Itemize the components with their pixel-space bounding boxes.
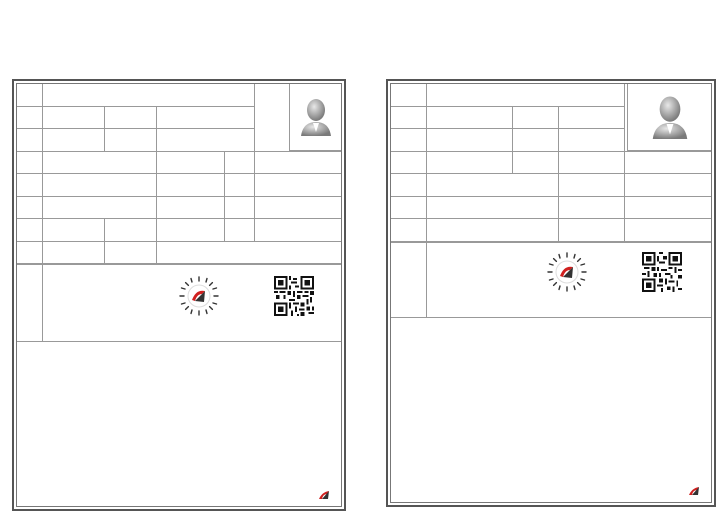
value-form	[43, 219, 105, 242]
blank-cell	[157, 152, 225, 175]
value-birth-date	[157, 129, 255, 152]
blank-cell	[157, 197, 225, 220]
qr-code-icon	[642, 252, 682, 292]
value-graduation-date	[559, 129, 625, 152]
form-frame	[386, 79, 716, 507]
value-name	[427, 84, 625, 107]
value-degree-type	[427, 152, 513, 175]
label-major	[17, 197, 43, 220]
qr-code-box	[613, 242, 711, 317]
value-enroll-date	[157, 219, 225, 242]
value-duration	[255, 219, 341, 242]
label-gender	[17, 107, 43, 130]
label-degree-type	[391, 152, 427, 175]
value-birth-date	[559, 107, 625, 130]
value-ethnicity	[43, 129, 105, 152]
label-enroll-date	[391, 129, 427, 152]
value-major	[427, 197, 559, 220]
verify-code-box	[427, 242, 521, 317]
label-duration	[225, 219, 255, 242]
label-study-form	[559, 197, 625, 220]
value-gender	[427, 107, 513, 130]
label-degree-level	[513, 152, 559, 175]
label-class	[225, 174, 255, 197]
label-id-number	[105, 107, 157, 130]
verify-label	[17, 264, 43, 341]
chsi-logo	[689, 486, 703, 496]
qr-code-box	[247, 264, 341, 341]
label-name	[17, 84, 43, 107]
qr-code-icon	[274, 276, 314, 316]
value-status	[157, 242, 341, 265]
value-id-number	[157, 107, 255, 130]
label-conclusion	[559, 219, 625, 242]
value-school-location	[625, 174, 711, 197]
label-type	[17, 242, 43, 265]
label-form	[17, 219, 43, 242]
notes-section	[17, 348, 341, 353]
value-certificate-number	[427, 219, 559, 242]
photo-box	[627, 84, 711, 151]
blank-cell	[625, 152, 711, 175]
value-department	[43, 174, 157, 197]
chsi-logo-icon	[319, 490, 331, 500]
mini-program-code	[521, 242, 613, 317]
photo-box	[289, 84, 341, 151]
label-school	[17, 152, 43, 175]
label-level	[225, 152, 255, 175]
label-status	[105, 242, 157, 265]
value-level	[255, 152, 341, 175]
value-conclusion	[625, 219, 711, 242]
label-major	[391, 197, 427, 220]
label-graduate-school	[391, 174, 427, 197]
label-birth-date	[513, 107, 559, 130]
report-inner	[16, 83, 342, 507]
label-gender	[391, 107, 427, 130]
value-school	[43, 152, 157, 175]
notes-section	[391, 328, 711, 333]
value-class	[255, 174, 341, 197]
label-ethnicity	[17, 129, 43, 152]
label-school-location	[559, 174, 625, 197]
value-gender	[43, 107, 105, 130]
label-certificate-number	[391, 219, 427, 242]
value-degree-level	[559, 152, 625, 175]
value-graduate-school	[427, 174, 559, 197]
avatar-placeholder-icon	[299, 96, 333, 136]
verify-section	[391, 242, 711, 318]
verify-section	[17, 264, 341, 342]
verify-label	[391, 242, 427, 317]
verify-code-box	[43, 264, 151, 341]
mini-program-code	[151, 264, 247, 341]
label-enroll-date	[105, 219, 157, 242]
label-graduation-date	[513, 129, 559, 152]
value-student-number	[255, 197, 341, 220]
value-enroll-date	[427, 129, 513, 152]
blank-cell	[157, 174, 225, 197]
value-study-form	[625, 197, 711, 220]
mini-program-qr-icon	[178, 275, 220, 317]
value-major	[43, 197, 157, 220]
avatar-placeholder-icon	[650, 93, 690, 139]
value-type	[43, 242, 105, 265]
report-frame	[12, 79, 346, 511]
mini-program-qr-icon	[546, 251, 588, 293]
label-birth-date	[105, 129, 157, 152]
chsi-logo-icon	[689, 486, 701, 496]
form-inner	[390, 83, 712, 503]
chsi-logo	[319, 490, 333, 500]
value-name	[43, 84, 255, 107]
label-name	[391, 84, 427, 107]
label-department	[17, 174, 43, 197]
label-student-number	[225, 197, 255, 220]
